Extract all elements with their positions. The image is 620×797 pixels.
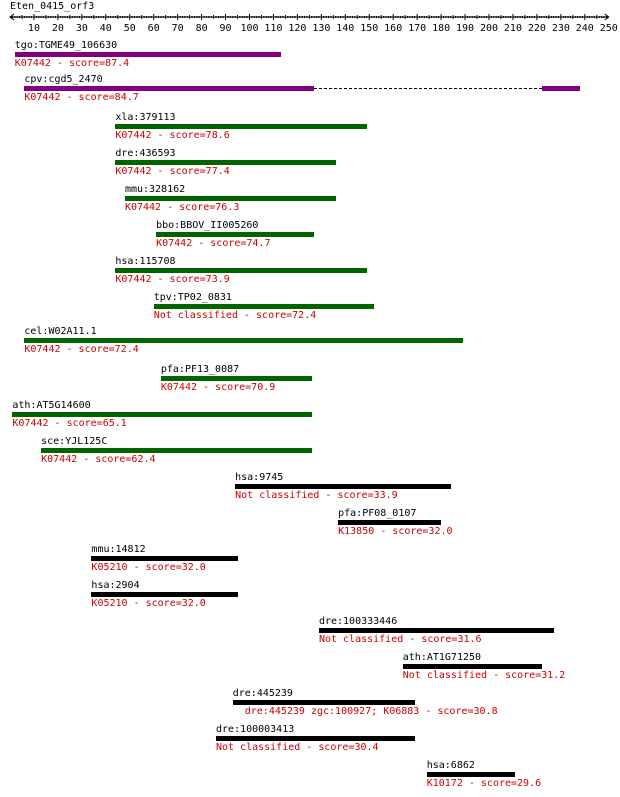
scale-tick-label: 100 xyxy=(240,23,259,34)
scale-tick-label: 110 xyxy=(264,23,283,34)
alignment-bar[interactable] xyxy=(156,232,314,237)
hit-ortholog-score: Not classified - score=33.9 xyxy=(235,490,398,501)
scale-tick-label: 10 xyxy=(27,23,40,34)
scale-tick-label: 160 xyxy=(384,23,403,34)
scale-tick-label: 180 xyxy=(432,23,451,34)
hit-gene-link[interactable]: hsa:115708 xyxy=(115,256,176,267)
hit-ortholog-score: K07442 - score=76.3 xyxy=(124,202,240,213)
hit-gene-link[interactable]: mmu:14812 xyxy=(91,544,146,555)
hit-ortholog-score: K07442 - score=77.4 xyxy=(115,166,230,177)
hit-ortholog-score: dre:445239 zgc:100927; K06883 - score=30.8 xyxy=(244,706,498,717)
hit-ortholog-score: K07442 - score=84.7 xyxy=(24,92,139,103)
hit-gene-link[interactable]: hsa:2904 xyxy=(91,580,140,591)
scale-tick-label: 170 xyxy=(408,23,427,34)
hit-ortholog-score: Not classified - score=72.4 xyxy=(153,310,317,321)
alignment-bar[interactable] xyxy=(235,484,451,489)
scale-tick-label: 250 xyxy=(599,23,618,34)
scale-tick-label: 220 xyxy=(527,23,546,34)
scale-tick-label: 140 xyxy=(336,23,355,34)
scale-tick-label: 30 xyxy=(75,23,88,34)
hit-ortholog-score: K07442 - score=65.1 xyxy=(12,418,127,429)
hit-gene-link[interactable]: ath:AT1G71250 xyxy=(402,652,482,663)
hit-gene-link[interactable]: cel:W02A11.1 xyxy=(24,326,97,337)
scale-tick-label: 80 xyxy=(195,23,208,34)
alignment-bar[interactable] xyxy=(15,52,281,57)
alignment-bar[interactable] xyxy=(12,412,311,417)
scale-tick-label: 240 xyxy=(575,23,594,34)
hit-ortholog-score: K07442 - score=62.4 xyxy=(41,454,156,465)
alignment-bar[interactable] xyxy=(233,700,415,705)
alignment-bar[interactable] xyxy=(216,736,415,741)
scale-tick-label: 130 xyxy=(312,23,331,34)
alignment-bar[interactable] xyxy=(24,86,314,91)
hit-ortholog-score: K07442 - score=78.6 xyxy=(115,130,230,141)
hit-gene-link[interactable]: dre:436593 xyxy=(115,148,176,159)
alignment-bar[interactable] xyxy=(161,376,312,381)
hit-gene-link[interactable]: hsa:6862 xyxy=(426,760,475,771)
hit-ortholog-score: K05210 - score=32.0 xyxy=(91,562,206,573)
hit-ortholog-score: Not classified - score=30.4 xyxy=(215,742,379,753)
hit-gene-link[interactable]: hsa:9745 xyxy=(235,472,284,483)
hit-ortholog-score: K13850 - score=32.0 xyxy=(338,526,453,537)
scale-tick-label: 120 xyxy=(288,23,307,34)
scale-tick-label: 40 xyxy=(99,23,112,34)
alignment-bar[interactable] xyxy=(115,160,335,165)
scale-tick-label: 210 xyxy=(503,23,522,34)
alignment-bar[interactable] xyxy=(41,448,312,453)
alignment-bar[interactable] xyxy=(91,556,237,561)
alignment-bar[interactable] xyxy=(542,86,580,91)
hit-gene-link[interactable]: ath:AT5G14600 xyxy=(12,400,91,411)
scale-tick-label: 200 xyxy=(479,23,499,34)
hit-gene-link[interactable]: bbo:BBOV_II005260 xyxy=(156,220,259,231)
hit-ortholog-score: K07442 - score=74.7 xyxy=(156,238,271,249)
hit-gene-link[interactable]: sce:YJL125C xyxy=(41,436,108,447)
alignment-bar[interactable] xyxy=(115,268,366,273)
alignment-bar[interactable] xyxy=(427,772,516,777)
alignment-gap-line xyxy=(314,88,542,89)
hit-gene-link[interactable]: tgo:TGME49_106630 xyxy=(14,40,118,51)
hit-gene-link[interactable]: dre:100333446 xyxy=(318,616,398,627)
hit-gene-link[interactable]: dre:445239 xyxy=(232,688,293,699)
alignment-bar[interactable] xyxy=(115,124,366,129)
hit-ortholog-score: K07442 - score=70.9 xyxy=(160,382,276,393)
scale-tick-label: 230 xyxy=(551,23,570,34)
scale-tick-label: 90 xyxy=(219,23,232,34)
alignment-bar[interactable] xyxy=(24,338,462,343)
hit-ortholog-score: K07442 - score=73.9 xyxy=(115,274,230,285)
hit-gene-link[interactable]: pfa:PF13_0087 xyxy=(160,364,240,375)
alignment-bar[interactable] xyxy=(403,664,542,669)
hit-ortholog-score: K07442 - score=72.4 xyxy=(24,344,139,355)
scale-tick-label: 20 xyxy=(51,23,64,34)
scale-tick-label: 70 xyxy=(171,23,184,34)
alignment-bar[interactable] xyxy=(154,304,374,309)
scale-tick-label: 150 xyxy=(360,23,379,34)
hit-gene-link[interactable]: cpv:cgd5_2470 xyxy=(24,74,103,85)
alignment-bar[interactable] xyxy=(319,628,554,633)
query-title: Eten_0415_orf3 xyxy=(10,1,95,12)
alignment-bar[interactable] xyxy=(125,196,336,201)
hit-ortholog-score: Not classified - score=31.6 xyxy=(318,634,482,645)
position-scale xyxy=(0,10,620,36)
alignment-bar[interactable] xyxy=(91,592,237,597)
hit-ortholog-score: K05210 - score=32.0 xyxy=(91,598,206,609)
hit-gene-link[interactable]: dre:100003413 xyxy=(215,724,295,735)
scale-tick-label: 60 xyxy=(147,23,160,34)
hit-gene-link[interactable]: pfa:PF08_0107 xyxy=(338,508,417,519)
scale-tick-label: 190 xyxy=(456,23,475,34)
hit-ortholog-score: Not classified - score=31.2 xyxy=(402,670,566,681)
scale-tick-label: 50 xyxy=(123,23,136,34)
hit-ortholog-score: K07442 - score=87.4 xyxy=(14,58,130,69)
hit-gene-link[interactable]: xla:379113 xyxy=(115,112,176,123)
hit-gene-link[interactable]: mmu:328162 xyxy=(124,184,186,195)
hit-ortholog-score: K10172 - score=29.6 xyxy=(426,778,542,789)
alignment-bar[interactable] xyxy=(338,520,441,525)
hit-gene-link[interactable]: tpv:TP02_0831 xyxy=(153,292,232,303)
